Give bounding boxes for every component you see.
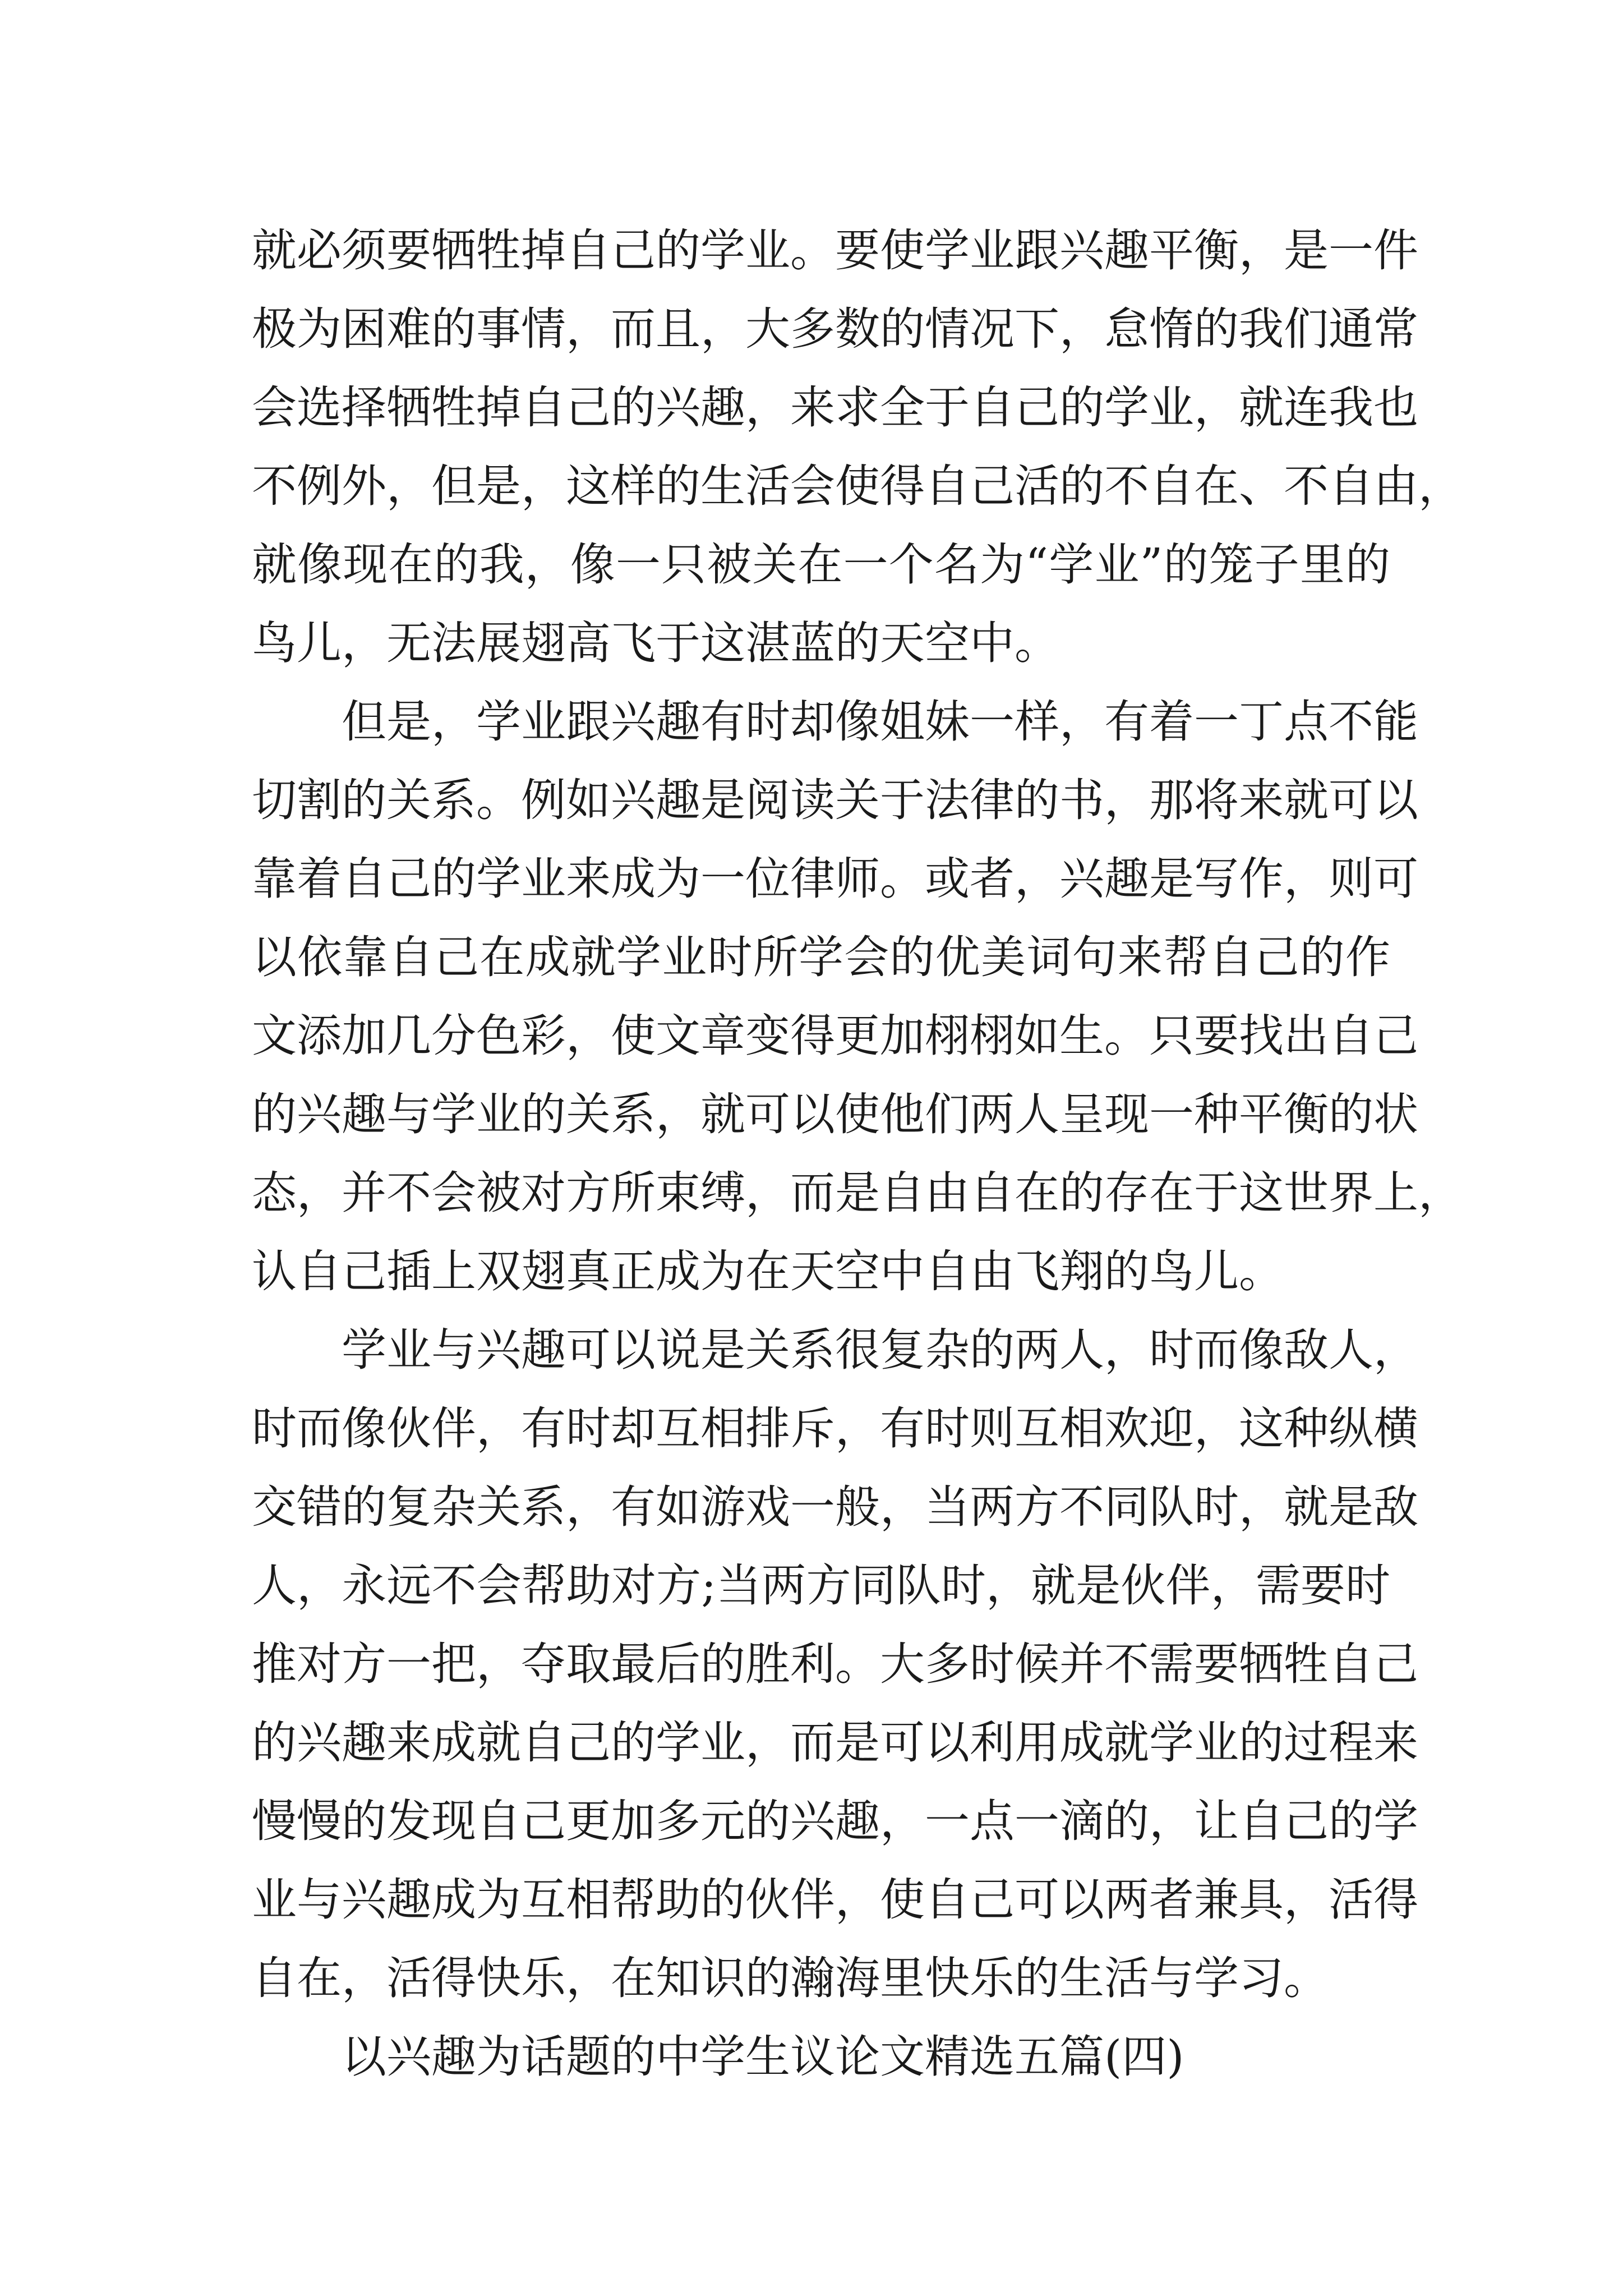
text-line: 态，并不会被对方所束缚，而是自由自在的存在于这世界上， bbox=[252, 1167, 1463, 1219]
text-line: 业与兴趣成为互相帮助的伙伴，使自己可以两者兼具，活得 bbox=[252, 1874, 1418, 1926]
paragraph-first-line: 但是，学业跟兴趣有时却像姐妹一样，有着一丁点不能 bbox=[342, 696, 1418, 748]
document-body bbox=[252, 211, 1463, 2096]
text-line: 人，永远不会帮助对方;当两方同队时，就是伙伴，需要时 bbox=[252, 1559, 1390, 1612]
text-line: 切割的关系。例如兴趣是阅读关于法律的书，那将来就可以 bbox=[252, 774, 1418, 826]
text-line: 的兴趣来成就自己的学业，而是可以利用成就学业的过程来 bbox=[252, 1717, 1418, 1769]
text-line: 会选择牺牲掉自己的兴趣，来求全于自己的学业，就连我也 bbox=[252, 381, 1418, 434]
text-line: 自在，活得快乐，在知识的瀚海里快乐的生活与学习。 bbox=[252, 1952, 1329, 2004]
text-line: 时而像伙伴，有时却互相排斥，有时则互相欢迎，这种纵横 bbox=[252, 1402, 1418, 1455]
text-line: 就像现在的我，像一只被关在一个名为“学业”的笼子里的 bbox=[252, 539, 1390, 591]
text-line: 交错的复杂关系，有如游戏一般，当两方不同队时，就是敌 bbox=[252, 1481, 1418, 1533]
text-line: 以依靠自己在成就学业时所学会的优美词句来帮自己的作 bbox=[252, 931, 1390, 983]
paragraph-first-line: 学业与兴趣可以说是关系很复杂的两人，时而像敌人， bbox=[342, 1324, 1418, 1376]
text-line: 靠着自己的学业来成为一位律师。或者，兴趣是写作，则可 bbox=[252, 853, 1418, 905]
text-line: 推对方一把，夺取最后的胜利。大多时候并不需要牺牲自己 bbox=[252, 1638, 1418, 1690]
text-line: 认自己插上双翅真正成为在天空中自由飞翔的鸟儿。 bbox=[252, 1245, 1284, 1297]
text-line: 极为困难的事情，而且，大多数的情况下，怠惰的我们通常 bbox=[252, 303, 1418, 355]
text-line: 的兴趣与学业的关系，就可以使他们两人呈现一种平衡的状 bbox=[252, 1088, 1418, 1140]
text-line: 鸟儿，无法展翅高飞于这湛蓝的天空中。 bbox=[252, 617, 1059, 669]
text-line: 文添加几分色彩，使文章变得更加栩栩如生。只要找出自己 bbox=[252, 1010, 1418, 1062]
text-line: 慢慢的发现自己更加多元的兴趣，一点一滴的，让自己的学 bbox=[252, 1795, 1418, 1847]
text-line: 不例外，但是，这样的生活会使得自己活的不自在、不自由， bbox=[252, 460, 1463, 512]
text-line: 就必须要牺牲掉自己的学业。要使学业跟兴趣平衡，是一件 bbox=[252, 224, 1418, 277]
section-heading: 以兴趣为话题的中学生议论文精选五篇(四) bbox=[342, 2031, 1184, 2083]
